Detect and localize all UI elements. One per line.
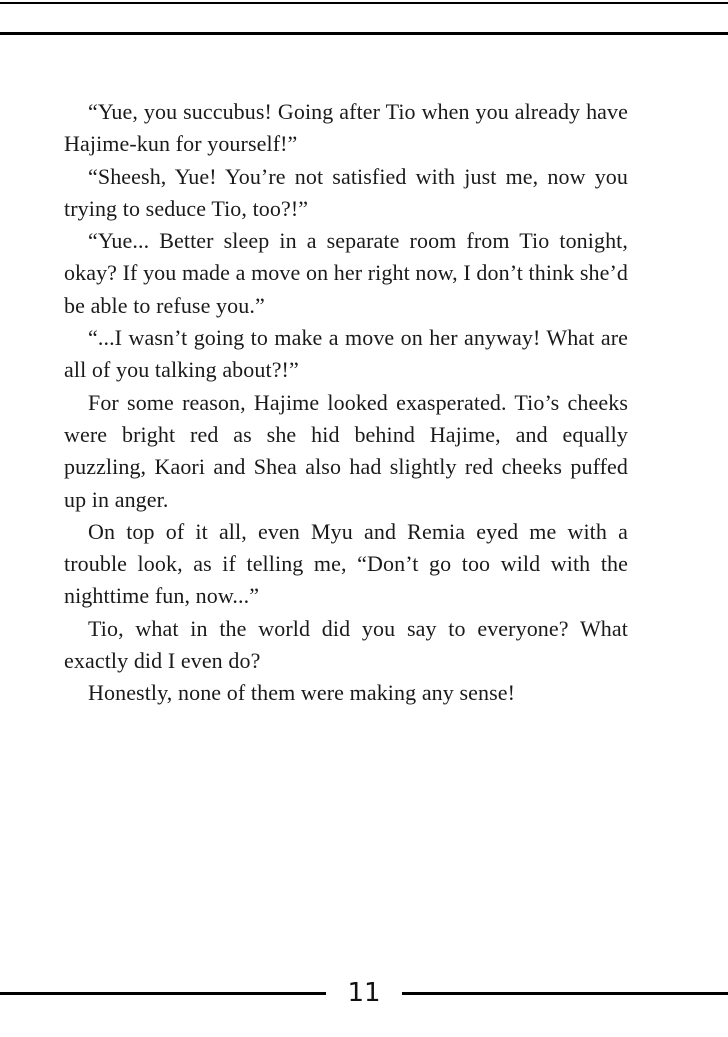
paragraph: “Yue, you succubus! Going after Tio when you already have Hajime-kun for yourself!” [64,99,628,157]
footer-rule-right [402,992,728,995]
page-text [64,96,628,710]
page-number: 11 [347,978,381,1008]
page-footer [0,980,728,1006]
paragraph: “Sheesh, Yue! You’re not satisfied with just me, now you trying to seduce Tio, too?!” [64,163,628,221]
paragraph: For some reason, Hajime looked exasperated. Tio’s cheeks were bright red as she hid behind Hajime, and equally puzzling, Kaori and Shea also had slightly red cheeks puffed up in anger. [64,389,628,512]
top-thin-rule [0,2,728,4]
paragraph: “Yue... Better sleep in a separate room from Tio tonight, okay? If you made a move on her right now, I don’t think she’d be able to refuse you.” [64,228,629,318]
paragraph: On top of it all, even Myu and Remia eyed me with a trouble look, as if telling me, “Don’t go too wild with the nighttime fun, now...” [64,518,628,609]
top-thick-rule [0,32,728,35]
paragraph: Tio, what in the world did you say to everyone? What exactly did I even do? [64,615,628,674]
paragraph: “...I wasn’t going to make a move on her anyway! What are all of you talking about?!” [64,325,628,383]
footer-rule-left [0,992,326,995]
paragraph: Honestly, none of them were making any sense! [88,680,516,706]
